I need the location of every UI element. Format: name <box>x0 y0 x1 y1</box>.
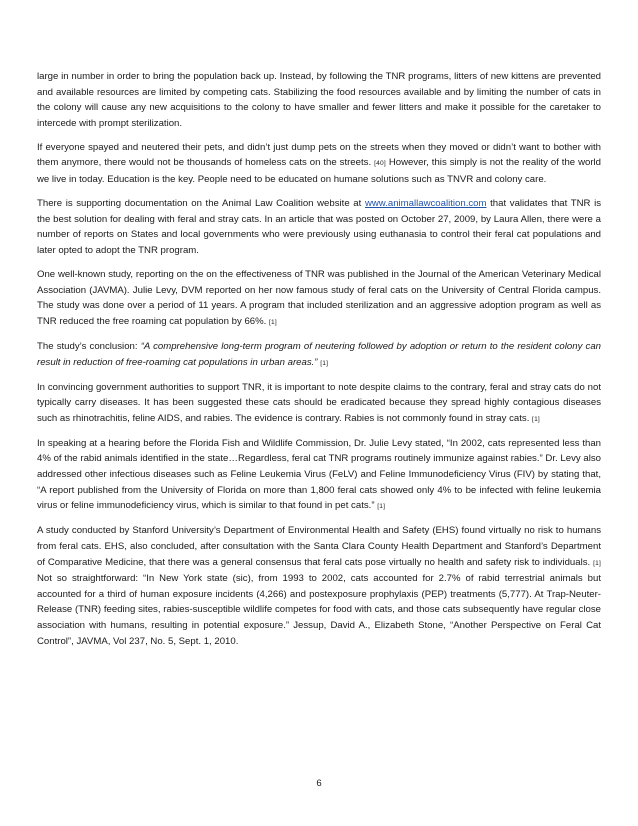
paragraph-8 <box>37 523 601 649</box>
citation-ref[interactable]: [1] <box>377 503 386 511</box>
paragraph-4-text: One well-known study, reporting on the on the effectiveness of TNR was published in the Journal of the American Veterinary Medical Association (JAVMA). Julie Levy, DVM reported on her now famous study of feral cats on the University of Central Florida campus. The study was done over a period of 11 years. A program that included sterilization and an aggressive adoption program as well as TNR reduced the free roaming cat population by 66%. <box>37 269 601 327</box>
paragraph-8-text: A study conducted by Stanford University’s Department of Environmental Health and Safety (EHS) found virtually no risk to humans from feral cats. EHS, also concluded, after consultation with the Santa Clara County Health Department and Stanford’s Department of Comparative Medicine, that there was a general consensus that feral cats pose virtually no health and safety risk to individuals. <box>37 525 601 568</box>
paragraph-6-text: In convincing government authorities to support TNR, it is important to note despite claims to the contrary, feral and stray cats do not typically carry diseases. It has been suggested these cats should be eradicated because they spread highly contagious diseases such as rhinotrachitis, feline AIDS, and rabies. The evidence is contrary. Rabies is not commonly found in stray cats. <box>37 381 601 424</box>
study-conclusion-quote: “A comprehensive long-term program of neutering followed by adoption or return to the resident colony can result in reduction of free-roaming cat populations in urban areas.” <box>37 340 601 368</box>
paragraph-2-text: If everyone spayed and neutered their pets, and didn’t just dump pets on the streets when they moved or didn’t want to bother with them anymore, there would not be thousands of homeless cats on the streets. <box>37 141 601 169</box>
paragraph-3 <box>37 196 601 258</box>
paragraph-3-text: There is supporting documentation on the Animal Law Coalition website at <box>37 198 365 210</box>
document-body <box>37 69 601 658</box>
paragraph-7 <box>37 436 601 515</box>
paragraph-5 <box>37 339 601 371</box>
paragraph-4 <box>37 267 601 330</box>
paragraph-2-text-continued: However, this simply is not the reality of the world we live in today. Education is the key. People need to be educated on humane solutions such as TNVR and colony care. <box>37 157 602 186</box>
page-number: 6 <box>316 778 322 789</box>
paragraph-8-text-continued: Not so straightforward: “In New York state (sic), from 1993 to 2002, cats accounted for 2.7% of rabid terrestrial animals but accounted for a third of human exposure incidents (4,266) and postexposure prophylaxis (PEP) treatments (5,777). At Trap-Neuter-Release (TNR) feeding sites, rabies-susceptible wildlife competes for food with cats, and those cats subsequently have regular close association with humans, resulting in potential exposure.” Jessup, David A., Elizabeth Stone, “Another Perspective on Feral Cat Control”, JAVMA, Vol 237, No. 5, Sept. 1, 2010. <box>37 573 601 647</box>
paragraph-6 <box>37 380 601 428</box>
animal-law-coalition-link[interactable]: www.animallawcoalition.com <box>364 198 487 210</box>
paragraph-1-text: large in number in order to bring the population back up. Instead, by following the TNR programs, litters of new kittens are prevented and available resources are limited by competing cats. Stabilizing the food resources available and by limiting the number of cats in the colony will cause any new acquisitions to the colony to have smaller and fewer litters and make it possible for the caretaker to intercede with prompt sterilization. <box>37 71 601 129</box>
paragraph-2 <box>37 140 601 188</box>
citation-ref[interactable]: [1] <box>532 415 540 423</box>
paragraph-7-text: In speaking at a hearing before the Florida Fish and Wildlife Commission, Dr. Julie Levy stated, “In 2002, cats represented less than 4% of the rabid animals identified in the state…Regardless, feral cat TNR programs routinely immunize against rabies.” Dr. Levy also addressed other infectious diseases such as Feline Leukemia Virus (FeLV) and Feline Immunodeficiency Virus (FIV) by stating that, “A report published from the University of Florida on more than 1,800 feral cats showed only 4% to be infected with feline leukemia virus or feline immunodeficiency virus, which is similar to that found in pet cats.” <box>37 437 601 512</box>
citation-ref[interactable]: [1] <box>593 559 601 567</box>
citation-ref[interactable]: [40] <box>374 160 386 168</box>
citation-ref[interactable]: [1] <box>268 318 277 326</box>
citation-ref[interactable]: [1] <box>320 359 329 367</box>
paragraph-1 <box>37 69 601 131</box>
paragraph-3-text-continued: that validates that TNR is the best solution for dealing with feral and stray cats. In an article that was posted on October 27, 2009, by Laura Allen, there were a number of reports on States and local governments who were previously using euthanasia to control their feral cat populations and later opted to adopt the TNR program. <box>37 198 602 256</box>
paragraph-5-text: The study’s conclusion: <box>37 340 141 352</box>
